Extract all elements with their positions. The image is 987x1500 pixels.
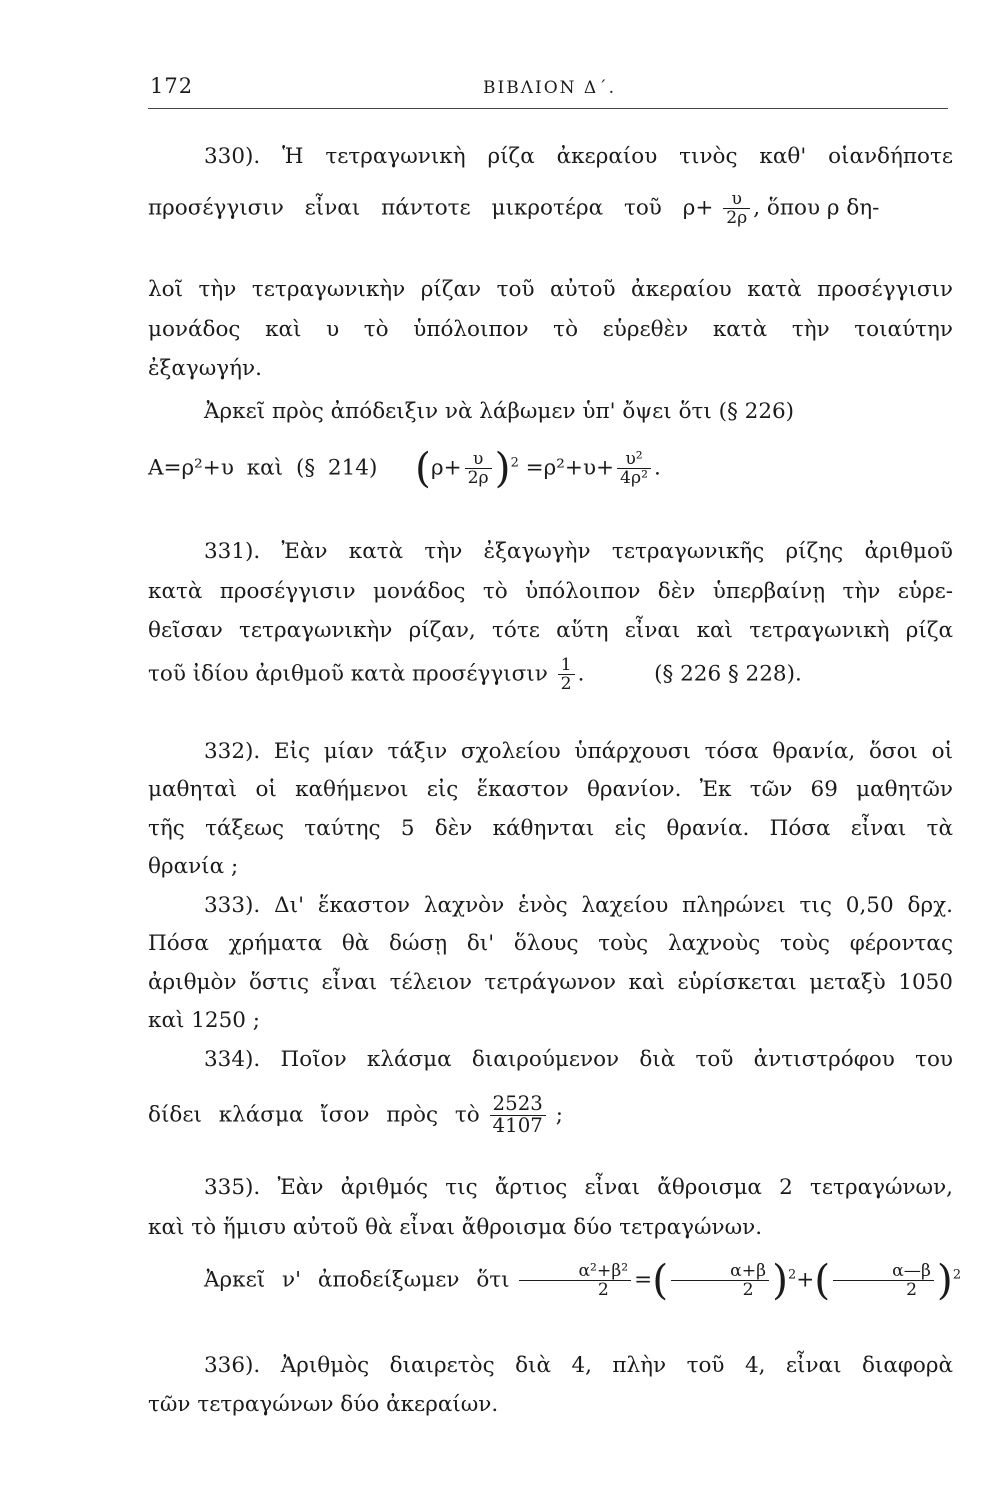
p334-line2: [148, 1094, 953, 1154]
eq-left: Α=ρ²+υ καὶ (§ 214): [148, 455, 378, 481]
p332-line4: θρανία ;: [148, 854, 239, 879]
p334-line2-end: ;: [555, 1102, 563, 1128]
p335-paren-open-2: (: [814, 1256, 831, 1304]
eq-frac1-den: 2ρ: [465, 468, 492, 487]
p330-line5: ἐξαγωγήν.: [148, 356, 262, 381]
p330-line6: Ἀρκεῖ πρὸς ἀπόδειξιν νὰ λάβωμεν ὑπ' ὄψει ὅτι (§ 226): [204, 399, 795, 424]
p335-exponent-1: 2: [788, 1267, 797, 1283]
p331-frac-num: 1: [560, 655, 572, 675]
p335-f1-den: 2: [519, 1280, 631, 1299]
page-header: [148, 74, 948, 109]
page-number: 172: [150, 74, 194, 98]
p330-equation: [148, 444, 953, 512]
p334-line2-text: δίδει κλάσμα ἴσον πρὸς τὸ: [148, 1102, 480, 1128]
p335-f3-den: 2: [833, 1280, 934, 1299]
p334-frac-num: 2523: [492, 1092, 543, 1115]
p335-f1-num: α²+β²: [578, 1260, 629, 1281]
p331-line1: 331). Ἐὰν κατὰ τὴν ἐξαγωγὴν τετραγωνικῆς ρίζης ἀριθμοῦ: [204, 539, 953, 564]
p335-plus: +: [796, 1267, 815, 1293]
p335-paren-open-1: (: [652, 1256, 669, 1304]
p330-line4: μονάδος καὶ υ τὸ ὑπόλοιπον τὸ εὑρεθὲν κατὰ τὴν τοιαύτην: [148, 317, 953, 342]
p331-line3: θεῖσαν τετραγωνικὴν ρίζαν, τότε αὕτη εἶναι καὶ τετραγωνικὴ ρίζα: [148, 618, 953, 643]
p333-line2: Πόσα χρήματα θὰ δώσῃ δι' ὅλους τοὺς λαχνοὺς τοὺς φέροντας: [148, 931, 953, 956]
p331-line4-text: τοῦ ἰδίου ἀριθμοῦ κατὰ προσέγγισιν: [148, 661, 548, 687]
p331-line4: [148, 656, 953, 712]
p333-line3: ἀριθμὸν ὅστις εἶναι τέλειον τετράγωνον καὶ εὑρίσκεται μεταξὺ 1050: [148, 970, 953, 995]
p331-dot: .: [577, 661, 585, 687]
eq-fraction-1: [465, 450, 492, 487]
p335-line2: καὶ τὸ ἥμισυ αὐτοῦ θὰ εἶναι ἄθροισμα δύο τετραγώνων.: [148, 1215, 763, 1240]
p332-line3: τῆς τάξεως ταύτης 5 δὲν κάθηνται εἰς θρανία. Πόσα εἶναι τὰ: [148, 816, 953, 841]
p331-line2: κατὰ προσέγγισιν μονάδος τὸ ὑπόλοιπον δὲν ὑπερβαίνῃ τὴν εὑρε-: [148, 579, 953, 604]
p335-f3-num: α—β: [892, 1260, 931, 1281]
eq-end: .: [653, 455, 661, 481]
p335-fraction-3: [833, 1262, 934, 1299]
p335-line3-text: Ἀρκεῖ ν' ἀποδείξωμεν ὅτι: [204, 1267, 510, 1293]
p330-line1: 330). Ἡ τετραγωνικὴ ρίζα ἀκεραίου τινὸς καθ' οἱανδήποτε: [204, 144, 953, 169]
running-title: ΒΙΒΛΙΟΝ Δ΄.: [483, 78, 617, 98]
p331-fraction: [558, 656, 575, 693]
p330-line3: λοῖ τὴν τετραγωνικὴν ρίζαν τοῦ αὐτοῦ ἀκεραίου κατὰ προσέγγισιν: [148, 277, 953, 302]
p335-fraction-1: [519, 1262, 631, 1299]
eq-frac1-num: υ: [472, 448, 484, 469]
p330-frac-den: 2ρ: [723, 208, 750, 227]
p335-line3: [148, 1256, 962, 1324]
eq-term1: ρ+: [430, 455, 462, 481]
eq-exponent: 2: [510, 455, 519, 471]
p330-line2-text: προσέγγισιν εἶναι πάντοτε μικροτέρα τοῦ ρ+: [148, 195, 714, 221]
p335-equals: =: [634, 1267, 653, 1293]
p334-frac-den: 4107: [490, 1115, 546, 1137]
p333-line4: καὶ 1250 ;: [148, 1008, 261, 1033]
p336-line2: τῶν τετραγώνων δύο ἀκεραίων.: [148, 1392, 499, 1417]
p330-frac-num: υ: [731, 189, 742, 209]
eq-frac2-den: 4ρ²: [617, 468, 651, 487]
p335-paren-close-2: ): [936, 1256, 953, 1304]
p334-fraction: [490, 1094, 546, 1137]
p335-paren-close-1: ): [772, 1256, 789, 1304]
p332-line2: μαθηταὶ οἱ καθήμενοι εἰς ἕκαστον θρανίον. Ἐκ τῶν 69 μαθητῶν: [148, 777, 953, 802]
p331-reference: (§ 226 § 228).: [654, 661, 802, 687]
eq-open-paren: (: [415, 444, 431, 492]
eq-mid: =ρ²+υ+: [525, 455, 615, 481]
p335-f2-num: α+β: [730, 1260, 767, 1281]
p330-line2-tail: , ὅπου ρ δη-: [753, 195, 880, 221]
p335-line1: 335). Ἐὰν ἀριθμός τις ἄρτιος εἶναι ἄθροισμα 2 τετραγώνων,: [204, 1175, 953, 1200]
p331-frac-den: 2: [558, 674, 575, 693]
p335-exponent-2: 2: [952, 1267, 962, 1283]
p336-line1: 336). Ἀριθμὸς διαιρετὸς διὰ 4, πλὴν τοῦ 4, εἶναι διαφορὰ: [204, 1353, 953, 1378]
p335-f2-den: 2: [671, 1280, 769, 1299]
p333-line1: 333). Δι' ἕκαστον λαχνὸν ἑνὸς λαχείου πληρώνει τις 0,50 δρχ.: [204, 893, 953, 918]
p334-line1: 334). Ποῖον κλάσμα διαιρούμενον διὰ τοῦ ἀντιστρόφου του: [204, 1047, 953, 1072]
p332-line1: 332). Εἰς μίαν τάξιν σχολείου ὑπάρχουσι τόσα θρανία, ὅσοι οἱ: [204, 739, 953, 764]
eq-frac2-num: υ²: [625, 448, 643, 469]
eq-close-paren: ): [494, 444, 511, 492]
eq-fraction-2: [617, 450, 651, 487]
p335-fraction-2: [671, 1262, 769, 1299]
p330-line2: [148, 190, 953, 240]
p330-fraction: [723, 190, 750, 227]
